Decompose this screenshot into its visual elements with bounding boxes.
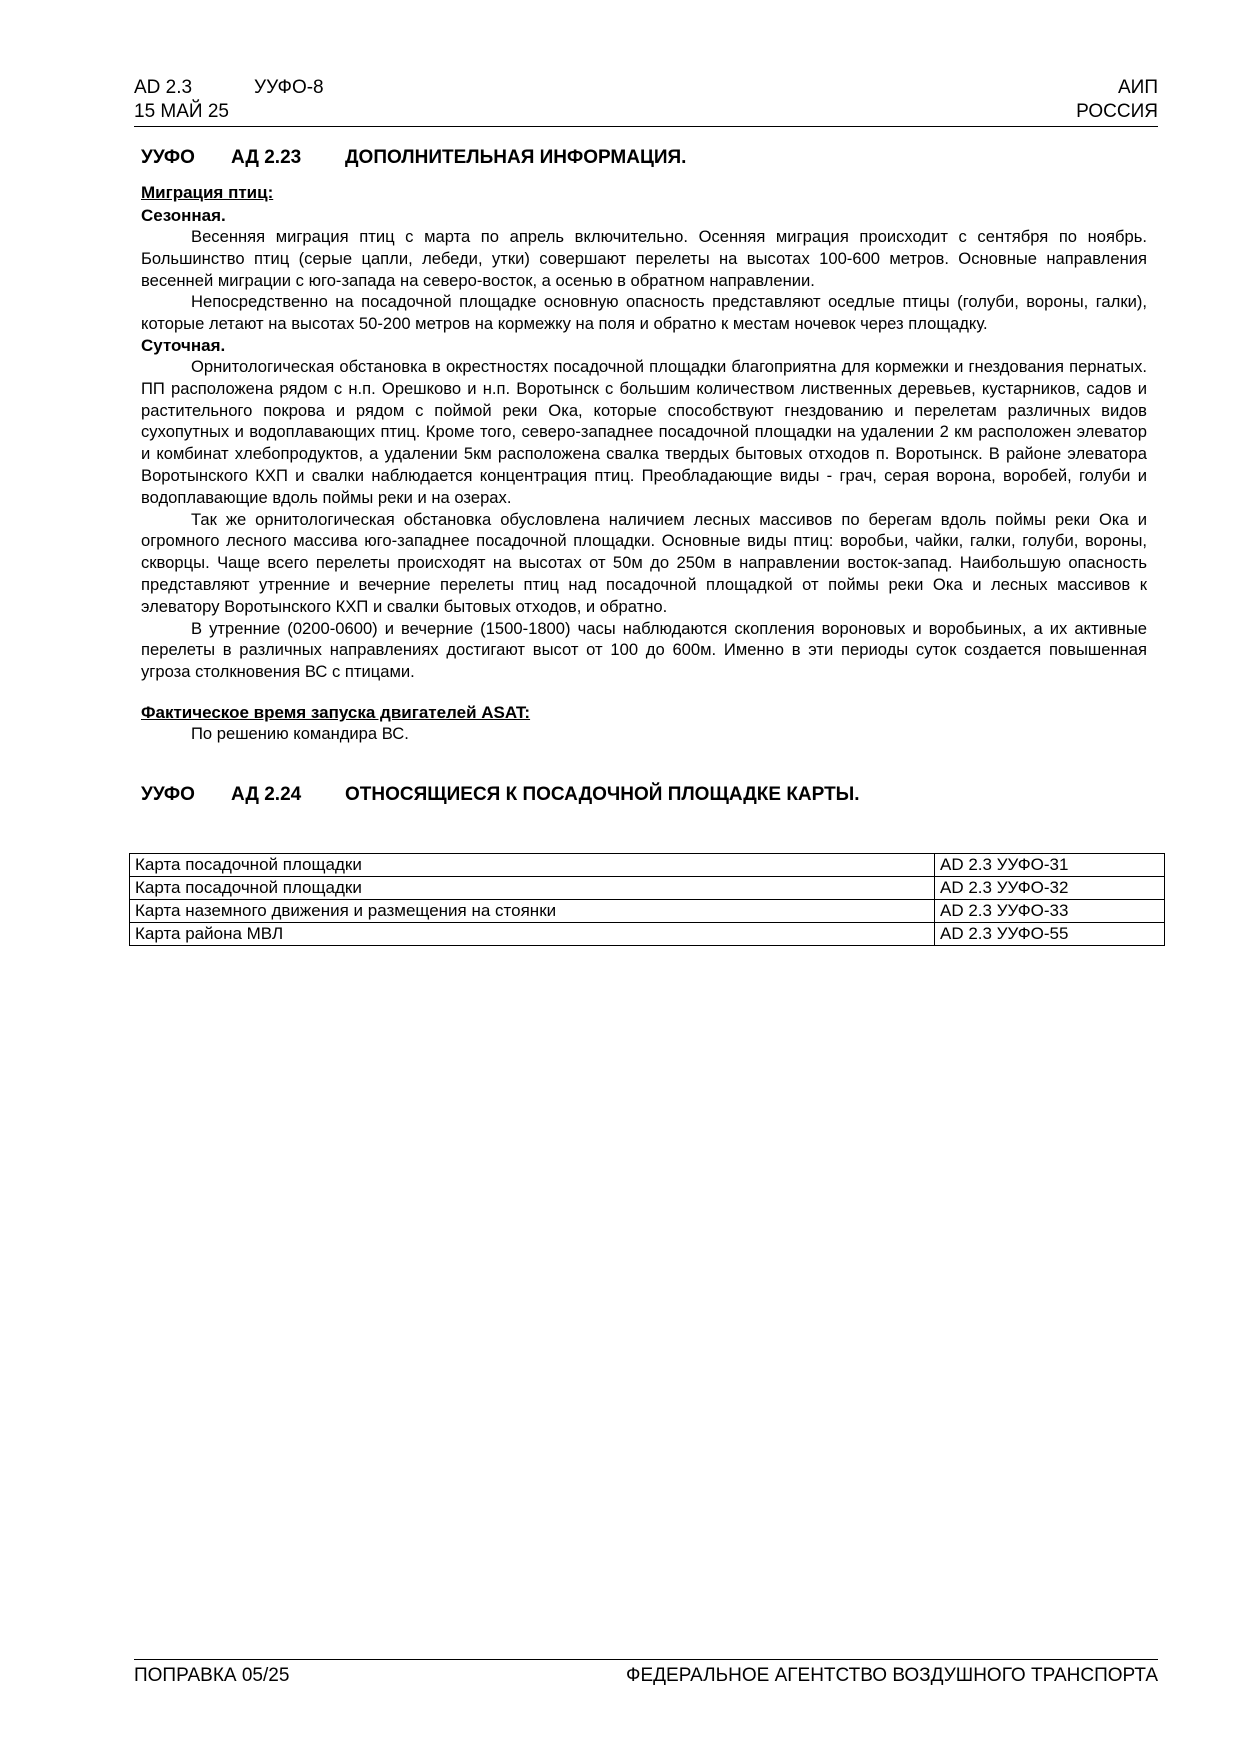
daily-paragraph-1: Орнитологическая обстановка в окрестностях посадочной площадки благоприятна для кормежки и гнездования пернатых. ПП расположена рядом с н.п. Орешково и н.п. Воротынск с большим количеством лиственных деревьев, кустарников, садов и растительного покрова и рядом с поймой реки Ока, которые способствуют гнездованию и перелетам различных видов сухопутных и водоплавающих птиц. Кроме того, северо-западнее посадочной площадки на удалении 2 км расположен элеватор и комбинат хлебопродуктов, а удалении 5км расположена свалка твердых бытовых отходов п. Воротынск. В районе элеватора Воротынского КХП и свалки наблюдается концентрация птиц. Преобладающие виды - грач, серая ворона, воробей, голуби и водоплавающие вдоль поймы реки и на озерах. bbox=[141, 356, 1147, 507]
chart-ref: AD 2.3 УУФО-55 bbox=[935, 923, 1165, 946]
main-content bbox=[141, 146, 1147, 807]
chart-ref: AD 2.3 УУФО-31 bbox=[935, 854, 1165, 877]
page-footer bbox=[134, 1659, 1158, 1686]
daily-paragraph-2: Так же орнитологическая обстановка обусловлена наличием лесных массивов по берегам вдоль поймы реки Ока и огромного лесного массива юго-западнее посадочной площадки. Основные виды птиц: воробьи, чайки, галки, голуби, вороны, скворцы. Чаще всего перелеты происходят на высотах от 50м до 250м в направлении восток-запад. Наибольшую опасность представляют утренние и вечерние перелеты птиц над посадочной площадкой от поймы реки Ока и лесных массивов к элеватору Воротынского КХП и свалки бытовых отходов, и обратно. bbox=[141, 509, 1147, 616]
seasonal-paragraph-1: Весенняя миграция птиц с марта по апрель включительно. Осенняя миграция происходит с сентября по ноябрь. Большинство птиц (серые цапли, лебеди, утки) совершают перелеты на высотах 100-600 метров. Основные направления весенней миграции с юго-запада на северо-восток, а осенью в обратном направлении. bbox=[141, 227, 1147, 290]
chart-ref: AD 2.3 УУФО-33 bbox=[935, 900, 1165, 923]
table-row bbox=[130, 923, 1165, 946]
bird-migration-heading: Миграция птиц: bbox=[141, 183, 274, 202]
page-header bbox=[134, 76, 1158, 127]
header-section: AD 2.3 bbox=[134, 77, 193, 98]
table-row bbox=[130, 900, 1165, 923]
header-publication: АИП bbox=[1118, 77, 1158, 98]
section-223-code: УУФО bbox=[141, 147, 195, 168]
header-date: 15 МАЙ 25 bbox=[134, 101, 229, 122]
section-224-number: АД 2.24 bbox=[231, 783, 302, 805]
section-224-title bbox=[141, 783, 1147, 807]
table-row bbox=[130, 877, 1165, 900]
daily-heading: Суточная. bbox=[141, 335, 226, 355]
seasonal-paragraph-2: Непосредственно на посадочной площадке основную опасность представляют оседлые птицы (голуби, вороны, галки), которые летают на высотах 50-200 метров на кормежку на поля и обратно к местам ночевок через площадку. bbox=[141, 292, 1147, 334]
seasonal-heading: Сезонная. bbox=[141, 206, 226, 225]
chart-name: Карта посадочной площадки bbox=[130, 854, 935, 877]
chart-name: Карта района МВЛ bbox=[130, 923, 935, 946]
charts-table bbox=[129, 853, 1165, 946]
section-223-title bbox=[141, 146, 1147, 170]
asat-heading: Фактическое время запуска двигателей ASAT: bbox=[141, 702, 531, 722]
section-224-code: УУФО bbox=[141, 783, 195, 805]
section-223-heading: ДОПОЛНИТЕЛЬНАЯ ИНФОРМАЦИЯ. bbox=[345, 147, 687, 168]
section-224-heading: ОТНОСЯЩИЕСЯ К ПОСАДОЧНОЙ ПЛОЩАДКЕ КАРТЫ. bbox=[345, 783, 860, 805]
section-223-number: АД 2.23 bbox=[231, 147, 302, 168]
footer-amendment: ПОПРАВКА 05/25 bbox=[134, 1665, 290, 1686]
table-row bbox=[130, 854, 1165, 877]
daily-paragraph-3: В утренние (0200-0600) и вечерние (1500-1800) часы наблюдаются скопления вороновых и воробьиных, а их активные перелеты в различных направлениях достигают высот от 100 до 600м. Именно в эти периоды суток создается повышенная угроза столкновения ВС с птицами. bbox=[141, 618, 1147, 682]
header-left bbox=[134, 76, 324, 124]
asat-text: По решению командира ВС. bbox=[191, 723, 409, 743]
footer-agency: ФЕДЕРАЛЬНОЕ АГЕНТСТВО ВОЗДУШНОГО ТРАНСПОРТА bbox=[626, 1665, 1158, 1686]
header-right bbox=[1076, 76, 1158, 124]
chart-name: Карта посадочной площадки bbox=[130, 877, 935, 900]
header-page-id: УУФО-8 bbox=[254, 77, 324, 98]
chart-name: Карта наземного движения и размещения на стоянки bbox=[130, 900, 935, 923]
header-country: РОССИЯ bbox=[1076, 101, 1158, 122]
chart-ref: AD 2.3 УУФО-32 bbox=[935, 877, 1165, 900]
